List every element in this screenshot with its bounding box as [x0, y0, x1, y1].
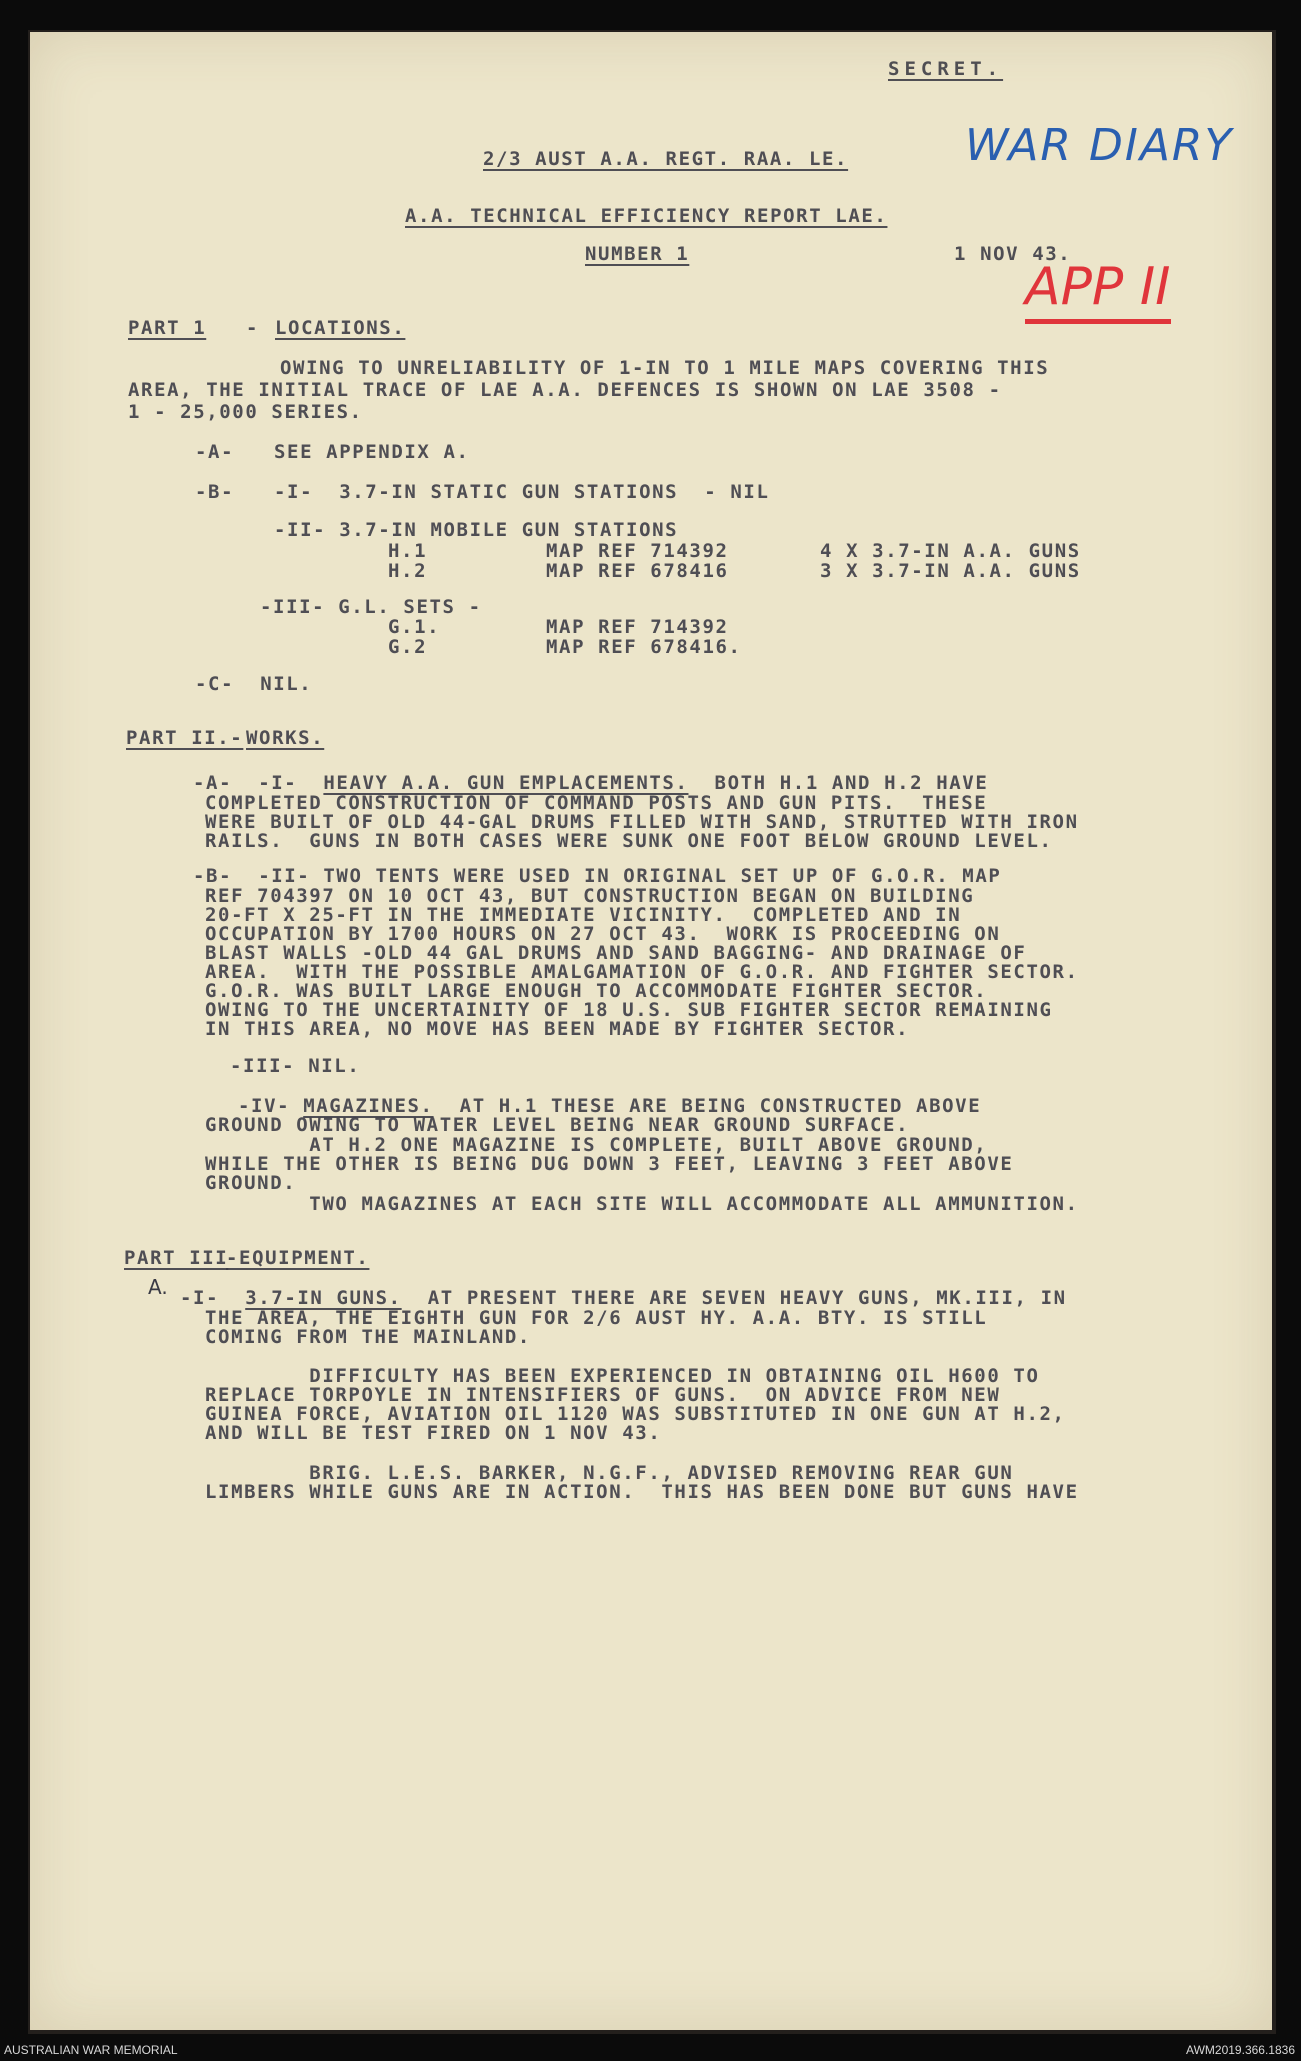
part1-heading-dash: - — [246, 317, 260, 339]
part3-p3-line: LIMBERS WHILE GUNS ARE IN ACTION. THIS HAS BEEN DONE BUT GUNS HAVE — [205, 1481, 1079, 1503]
part2-iv-title: MAGAZINES. — [303, 1095, 434, 1117]
part3-heading-title: -EQUIPMENT. — [226, 1247, 370, 1269]
part3-i-line: THE AREA, THE EIGHTH GUN FOR 2/6 AUST HY. A.A. BTY. IS STILL — [205, 1307, 988, 1329]
part2-b-line: AREA. WITH THE POSSIBLE AMALGAMATION OF G.O.R. AND FIGHTER SECTOR. — [205, 961, 1079, 983]
part3-p2-line: DIFFICULTY HAS BEEN EXPERIENCED IN OBTAINING OIL H600 TO — [205, 1365, 1040, 1387]
station-id: H.2 — [388, 560, 428, 582]
part2-heading-title: WORKS. — [246, 727, 325, 749]
part2-b-line: 20-FT X 25-FT IN THE IMMEDIATE VICINITY. COMPLETED AND IN — [205, 904, 962, 926]
document-page — [30, 32, 1272, 2030]
gl-set-id: G.2 — [388, 636, 428, 658]
footer-credit: AUSTRALIAN WAR MEMORIAL — [4, 2043, 178, 2057]
part2-a-title: HEAVY A.A. GUN EMPLACEMENTS. — [323, 772, 689, 794]
station-guns: 4 X 3.7-IN A.A. GUNS — [820, 540, 1081, 562]
part2-b-line: -B- -II- TWO TENTS WERE USED IN ORIGINAL SET UP OF G.O.R. MAP — [193, 865, 1002, 887]
part2-iv-line: WHILE THE OTHER IS BEING DUG DOWN 3 FEET, LEAVING 3 FEET ABOVE — [205, 1153, 1014, 1175]
part3-p3-line: BRIG. L.E.S. BARKER, N.G.F., ADVISED REMOVING REAR GUN — [205, 1462, 1014, 1484]
part2-b-line: IN THIS AREA, NO MOVE HAS BEEN MADE BY FIGHTER SECTOR. — [205, 1018, 910, 1040]
part1-b-ii: -II- 3.7-IN MOBILE GUN STATIONS — [274, 519, 679, 541]
part2-b-line: BLAST WALLS -OLD 44 GAL DRUMS AND SAND BAGGING- AND DRAINAGE OF — [205, 942, 1027, 964]
part3-i-line-first — [180, 1287, 1067, 1309]
part1-heading-part: PART 1 — [128, 317, 207, 339]
part1-c-line: -C- NIL. — [195, 673, 313, 695]
report-number: NUMBER 1 — [585, 243, 690, 265]
part2-iv-line: AT H.2 ONE MAGAZINE IS COMPLETE, BUILT ABOVE GROUND, — [205, 1134, 988, 1156]
part1-intro-line: AREA, THE INITIAL TRACE OF LAE A.A. DEFENCES IS SHOWN ON LAE 3508 - — [128, 379, 1002, 401]
part1-b-iii: -III- G.L. SETS - — [260, 596, 482, 618]
part1-heading-title: LOCATIONS. — [275, 317, 406, 339]
part3-p2-line: GUINEA FORCE, AVIATION OIL 1120 WAS SUBSTITUTED IN ONE GUN AT H.2, — [205, 1403, 1066, 1425]
part1-b-marker: -B- — [195, 481, 235, 503]
gl-set-map-ref: MAP REF 714392 — [546, 616, 729, 638]
part3-p2-line: AND WILL BE TEST FIRED ON 1 NOV 43. — [205, 1422, 662, 1444]
part3-heading-part: PART III — [124, 1247, 229, 1269]
part2-heading-part: PART II.- — [126, 727, 244, 749]
gl-set-id: G.1. — [388, 616, 441, 638]
part3-a-handwritten: A. — [148, 1275, 168, 1299]
gl-set-map-ref: MAP REF 678416. — [546, 636, 742, 658]
part2-b-line: OWING TO THE UNCERTAINITY OF 18 U.S. SUB FIGHTER SECTOR REMAINING — [205, 999, 1053, 1021]
war-diary-annotation: WAR DIARY — [965, 120, 1234, 171]
part3-i-prefix: -I- — [180, 1287, 246, 1309]
part2-iv-line: GROUND. — [205, 1172, 297, 1194]
part3-p2-line: REPLACE TORPOYLE IN INTENSIFIERS OF GUNS. ON ADVICE FROM NEW — [205, 1384, 1001, 1406]
report-title: A.A. TECHNICAL EFFICIENCY REPORT LAE. — [405, 205, 888, 227]
part2-iv-line: TWO MAGAZINES AT EACH SITE WILL ACCOMMODATE ALL AMMUNITION. — [205, 1193, 1079, 1215]
part2-b-line: OCCUPATION BY 1700 HOURS ON 27 OCT 43. WORK IS PROCEEDING ON — [205, 923, 1001, 945]
station-map-ref: MAP REF 678416 — [546, 560, 729, 582]
part2-iv-first-rest: AT H.1 THESE ARE BEING CONSTRUCTED ABOVE — [433, 1095, 982, 1117]
part1-a-text: SEE APPENDIX A. — [274, 441, 470, 463]
station-id: H.1 — [388, 540, 428, 562]
station-map-ref: MAP REF 714392 — [546, 540, 729, 562]
part2-a-line: COMPLETED CONSTRUCTION OF COMMAND POSTS AND GUN PITS. THESE — [205, 792, 988, 814]
appendix-annotation: APP II — [1025, 257, 1171, 324]
footer-accession-number: AWM2019.366.1836 — [1186, 2043, 1295, 2057]
part2-b-line: REF 704397 ON 10 OCT 43, BUT CONSTRUCTION BEGAN ON BUILDING — [205, 885, 975, 907]
part1-intro-line: OWING TO UNRELIABILITY OF 1-IN TO 1 MILE MAPS COVERING THIS — [280, 357, 1050, 379]
part2-a-line-first — [193, 772, 988, 794]
part2-iv-line: GROUND OWING TO WATER LEVEL BEING NEAR GROUND SURFACE. — [205, 1114, 910, 1136]
part3-i-line: COMING FROM THE MAINLAND. — [205, 1326, 531, 1348]
part3-i-title: 3.7-IN GUNS. — [245, 1287, 402, 1309]
unit-heading: 2/3 AUST A.A. REGT. RAA. LE. — [483, 148, 849, 170]
part2-iv-prefix: -IV- — [238, 1095, 304, 1117]
part2-a-prefix: -A- -I- — [193, 772, 324, 794]
part1-intro-line: 1 - 25,000 SERIES. — [128, 401, 363, 423]
station-guns: 3 X 3.7-IN A.A. GUNS — [820, 560, 1081, 582]
part1-b-i: -I- 3.7-IN STATIC GUN STATIONS - NIL — [274, 481, 770, 503]
part3-i-first-rest: AT PRESENT THERE ARE SEVEN HEAVY GUNS, MK.III, IN — [401, 1287, 1067, 1309]
part2-iii-line: -III- NIL. — [230, 1055, 361, 1077]
part2-b-line: G.O.R. WAS BUILT LARGE ENOUGH TO ACCOMMODATE FIGHTER SECTOR. — [205, 980, 988, 1002]
part1-a-marker: -A- — [195, 441, 235, 463]
report-date: 1 NOV 43. — [954, 243, 1072, 265]
part2-a-first-rest: BOTH H.1 AND H.2 HAVE — [688, 772, 989, 794]
part2-a-line: WERE BUILT OF OLD 44-GAL DRUMS FILLED WITH SAND, STRUTTED WITH IRON — [205, 811, 1079, 833]
secret-marking: SECRET. — [888, 58, 1004, 80]
part2-a-line: RAILS. GUNS IN BOTH CASES WERE SUNK ONE FOOT BELOW GROUND LEVEL. — [205, 830, 1053, 852]
